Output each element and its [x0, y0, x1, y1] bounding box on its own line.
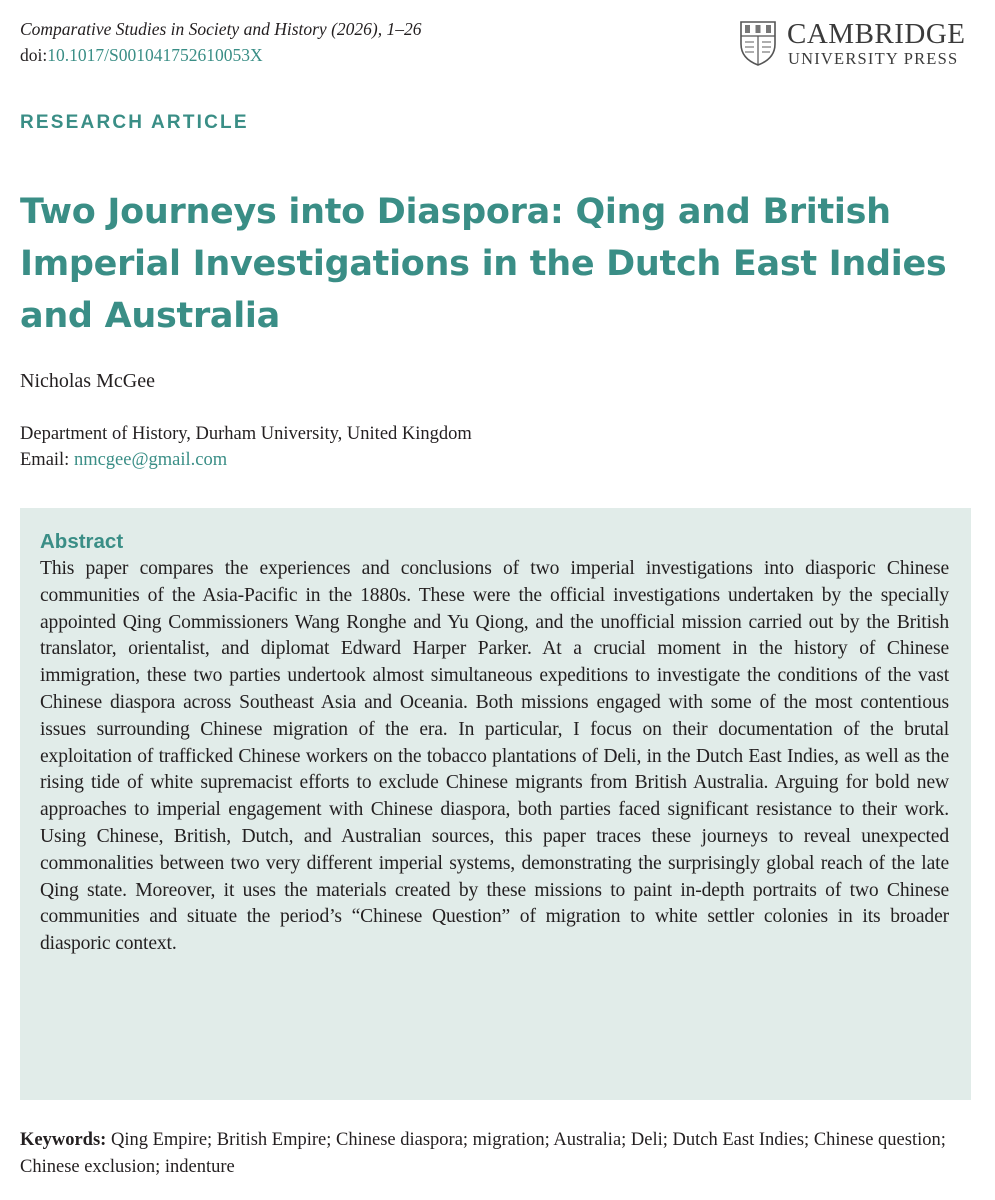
cambridge-logo — [739, 20, 971, 70]
article-type: RESEARCH ARTICLE — [20, 112, 249, 133]
keywords-list: Qing Empire; British Empire; Chinese diaspora; migration; Australia; Deli; Dutch East Indies; Chinese question; Chinese exclusion; indenture — [20, 1130, 946, 1177]
article-title: Two Journeys into Diaspora: Qing and British Imperial Investigations in the Dutch East Indies and Australia — [20, 192, 947, 336]
email-link[interactable]: nmcgee@gmail.com — [73, 450, 228, 470]
journal-citation: Comparative Studies in Society and History (2026), 1–26 — [20, 19, 422, 39]
abstract-heading: Abstract — [40, 530, 124, 553]
author-affiliation: Department of History, Durham University, United Kingdom — [20, 424, 472, 444]
logo-name: CAMBRIDGE — [787, 18, 966, 50]
doi-line — [20, 42, 421, 68]
doi-prefix: doi: — [20, 45, 48, 65]
journal-header — [20, 16, 421, 68]
doi-link[interactable]: 10.1017/S001041752610053X — [47, 45, 263, 65]
keywords-label: Keywords: — [20, 1130, 107, 1150]
cambridge-shield-icon — [739, 20, 777, 66]
abstract-box — [20, 508, 971, 1100]
author-name: Nicholas McGee — [20, 370, 155, 392]
email-label: Email: — [20, 450, 70, 470]
keywords — [20, 1127, 975, 1181]
email-line — [20, 447, 227, 473]
logo-subtitle: UNIVERSITY PRESS — [788, 49, 959, 68]
abstract-text: This paper compares the experiences and conclusions of two imperial investigations into diasporic Chinese communities of the Asia-Pacific in the 1880s. These were the official investigations undertaken by the specially appointed Qing Commissioners Wang Ronghe and Yu Qiong, and the unofficial mission carried out by the British translator, orientalist, and diplomat Edward Harper Parker. At a crucial moment in the history of Chinese immigration, these two parties undertook almost simultaneous expeditions to investigate the conditions of the vast Chinese diaspora across Southeast Asia and Oceania. Both missions engaged with some of the most contentious issues surrounding Chinese migration of the era. In particular, I focus on their documentation of the brutal exploitation of trafficked Chinese workers on the tobacco plantations of Deli, in the Dutch East Indies, as well as the rising tide of white supremacist efforts to exclude Chinese migrants from British Australia. Arguing for bold new approaches to imperial engagement with Chinese diaspora, both parties faced significant resistance to their work. Using Chinese, British, Dutch, and Australian sources, this paper traces these journeys to reveal unexpected commonalities between two very different imperial systems, demonstrating the surprisingly global reach of the late Qing state. Moreover, it uses the materials created by these missions to paint in-depth portraits of two Chinese communities and situate the period’s “Chinese Question” of migration to white settler colonies in its broader diasporic context. — [40, 558, 949, 955]
